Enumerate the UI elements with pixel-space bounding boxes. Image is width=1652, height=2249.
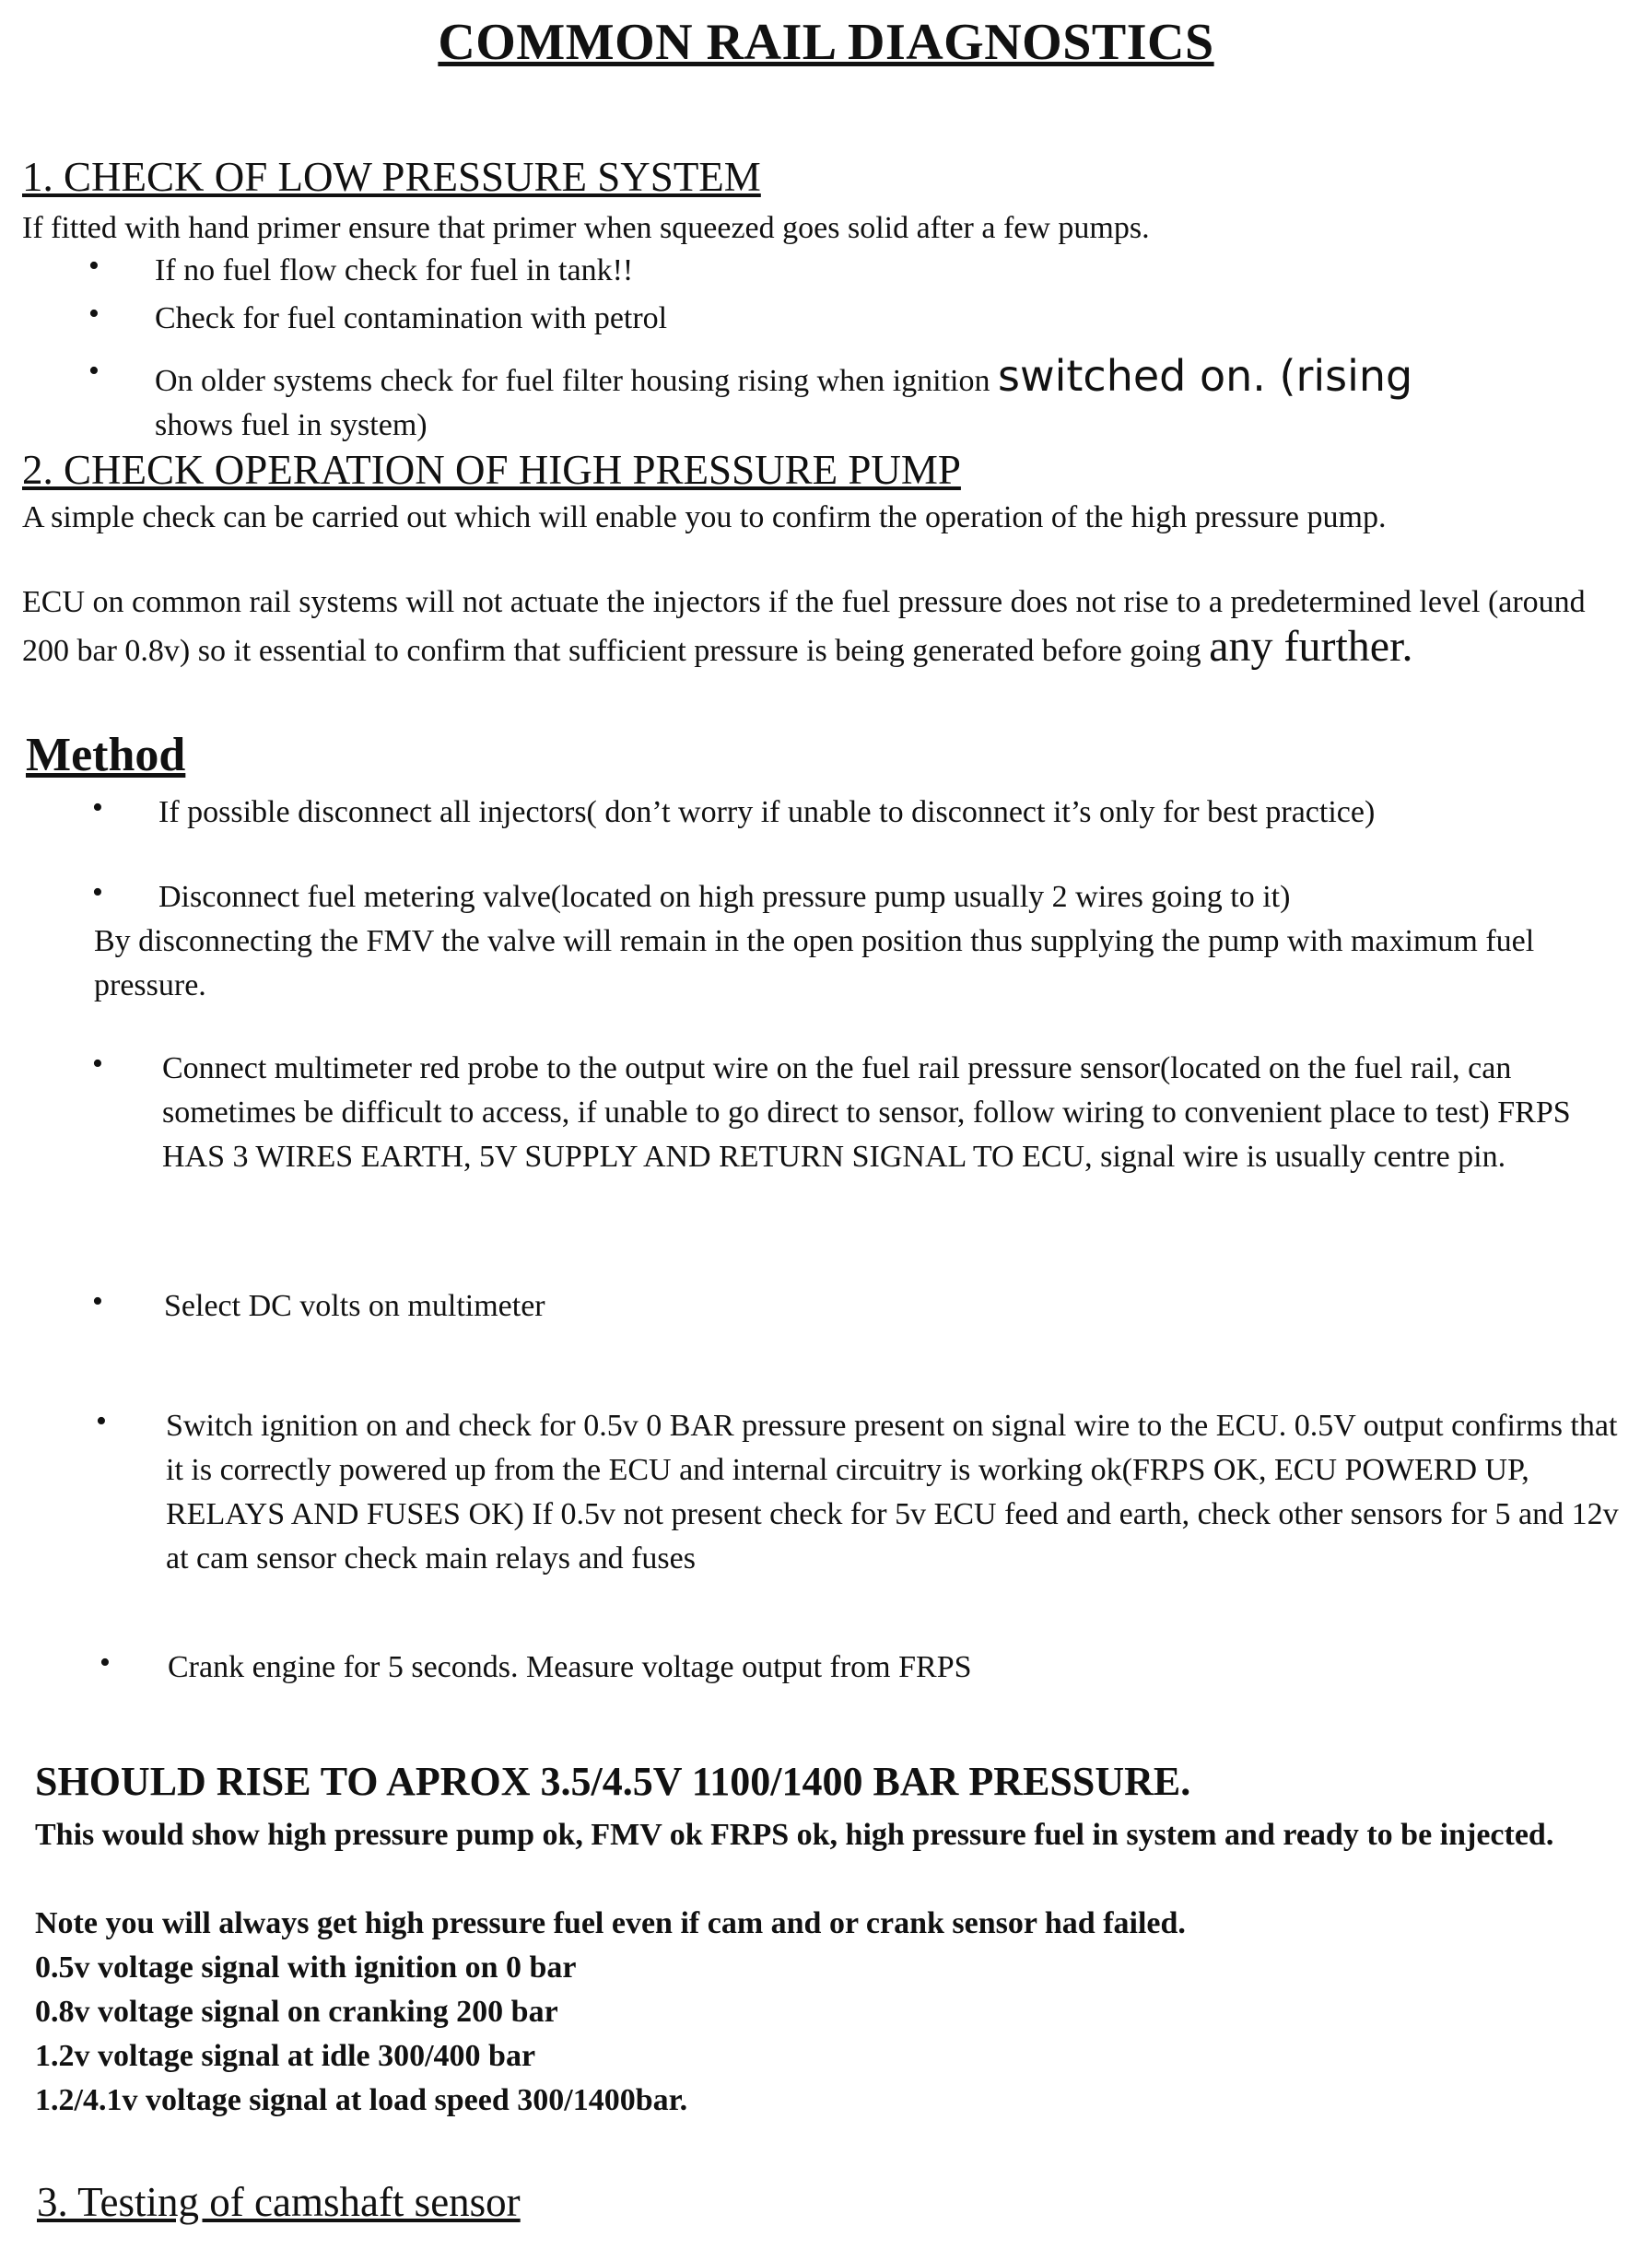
result-line-2: 0.8v voltage signal on cranking 200 bar [35,1995,558,2029]
bullet-icon: • [96,1404,107,1438]
page-title: COMMON RAIL DIAGNOSTICS [438,14,1214,71]
s1-bullet-3 [155,351,1620,404]
method-bullet-2: Disconnect fuel metering valve(located on high pressure pump usually 2 wires going to it) [158,880,1291,914]
section-2-heading: 2. CHECK OPERATION OF HIGH PRESSURE PUMP [22,447,961,493]
section-3-heading: 3. Testing of camshaft sensor [37,2179,521,2225]
method-bullet-5: Switch ignition on and check for 0.5v 0 BAR pressure present on signal wire to the ECU. 0.5V output confirms that it is correctly powered up from the ECU and internal circuitry is working ok(FRPS OK, ECU POWERD UP, RELAYS AND FUSES OK) If 0.5v not present check for 5v ECU feed and earth, check other sensors for 5 and 12v at cam sensor check main relays and fuses [166,1409,1619,1575]
section-1-heading: 1. CHECK OF LOW PRESSURE SYSTEM [22,154,761,200]
bullet-icon: • [92,1284,103,1318]
result-line-3: 1.2v voltage signal at idle 300/400 bar [35,2039,536,2073]
method-bullet-2-note: By disconnecting the FMV the valve will remain in the open position thus supplying the pump with maximum fuel pressure. [94,924,1535,1002]
bullet-icon: • [92,791,103,825]
method-bullet-1: If possible disconnect all injectors( don’t worry if unable to disconnect it’s only for best practice) [158,795,1376,829]
s1-bullet-3-large: switched on. (rising [998,351,1413,401]
method-bullet-3: Connect multimeter red probe to the output wire on the fuel rail pressure sensor(located on the fuel rail, can sometimes be difficult to access, if unable to go direct to sensor, follow wiring to convenient place to test) FRPS HAS 3 WIRES EARTH, 5V SUPPLY AND RETURN SIGNAL TO ECU, signal wire is usually centre pin. [162,1051,1571,1174]
s1-bullet-2: Check for fuel contamination with petrol [155,301,668,335]
result-line-4: 1.2/4.1v voltage signal at load speed 300/1400bar. [35,2083,688,2117]
method-heading: Method [26,729,186,781]
section-2-para-2-text: ECU on common rail systems will not actuate the injectors if the fuel pressure does not rise to a predetermined level (around 200 bar 0.8v) so it essential to confirm that sufficient pressure is being generated before going [22,585,1586,668]
bullet-icon: • [92,1047,103,1081]
bullet-icon: • [92,875,103,909]
bullet-icon: • [88,249,100,283]
result-para-1: This would show high pressure pump ok, FMV ok FRPS ok, high pressure fuel in system and ready to be injected. [35,1818,1554,1852]
result-line-1: 0.5v voltage signal with ignition on 0 bar [35,1950,577,1985]
bullet-icon: • [88,297,100,331]
bullet-icon: • [100,1646,111,1680]
s1-bullet-1: If no fuel flow check for fuel in tank!! [155,253,634,287]
method-bullet-4: Select DC volts on multimeter [164,1289,545,1323]
result-heading: SHOULD RISE TO APROX 3.5/4.5V 1100/1400 BAR PRESSURE. [35,1759,1191,1804]
section-2-para-1: A simple check can be carried out which will enable you to confirm the operation of the high pressure pump. [22,500,1387,534]
method-bullet-6: Crank engine for 5 seconds. Measure voltage output from FRPS [168,1650,972,1684]
s1-bullet-3-text: On older systems check for fuel filter housing rising when ignition [155,364,998,398]
s1-bullet-3-cont: shows fuel in system) [155,408,428,442]
result-para-2: Note you will always get high pressure fuel even if cam and or crank sensor had failed. [35,1906,1186,1940]
bullet-icon: • [88,354,100,388]
section-2-para-2-large: any further. [1209,622,1413,671]
section-2-para-2 [22,580,1588,674]
section-1-intro: If fitted with hand primer ensure that primer when squeezed goes solid after a few pumps. [22,211,1150,245]
